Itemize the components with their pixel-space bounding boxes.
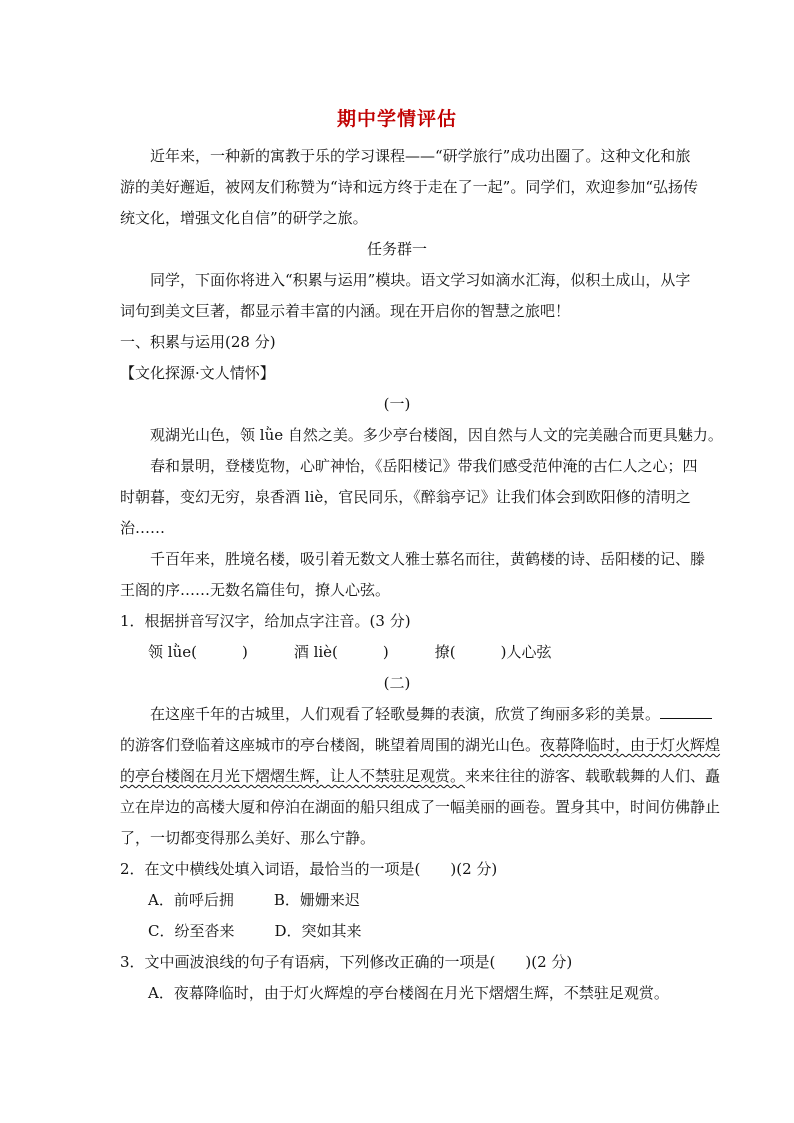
task-intro-line-2: 词句到美文巨著，都显示着丰富的内涵。现在开启你的智慧之旅吧！ bbox=[120, 302, 571, 320]
q2-option-a[interactable]: A．前呼后拥 bbox=[148, 891, 234, 909]
wavy-underlined-sentence-2: 的亭台楼阁在月光下熠熠生辉，让人不禁驻足观赏。 bbox=[120, 767, 466, 785]
question-2-options-row-2 bbox=[148, 921, 680, 941]
wavy-underlined-sentence-1: 夜幕降临时，由于灯火辉煌 bbox=[540, 736, 721, 754]
part2-line-1-text: 在这座千年的古城里，人们观看了轻歌曼舞的表演，欣赏了绚丽多彩的美景。 bbox=[150, 705, 661, 723]
q2-option-b[interactable]: B．姗姗来迟 bbox=[273, 891, 360, 909]
section-heading: 一、积累与运用(28 分) bbox=[120, 333, 276, 351]
q2-option-c[interactable]: C．纷至沓来 bbox=[148, 922, 235, 940]
task-group-heading: 任务群一 bbox=[366, 240, 427, 258]
q3-option-a[interactable]: A．夜幕降临时，由于灯火辉煌的亭台楼阁在月光下熠熠生辉，不禁驻足观赏。 bbox=[148, 984, 669, 1002]
part1-label: (一) bbox=[383, 395, 411, 413]
question-3-stem: 3．文中画波浪线的句子有语病，下列修改正确的一项是( )(2 分) bbox=[120, 953, 573, 971]
question-1-blanks bbox=[148, 642, 680, 662]
part2-line-3 bbox=[120, 766, 721, 786]
task-intro-line-1: 同学，下面你将进入“积累与运用”模块。语文学习如滴水汇海，似积土成山，从字 bbox=[150, 271, 691, 289]
q1-blank-b[interactable]: 酒 liè( ) bbox=[293, 643, 389, 661]
part2-line-4: 立在岸边的高楼大厦和停泊在湖面的船只组成了一幅美丽的画卷。置身其中，时间仿佛静止 bbox=[120, 798, 721, 816]
part2-line-2 bbox=[120, 735, 721, 755]
part2-line-3-text: 来来往往的游客、载歌载舞的人们、矗 bbox=[465, 767, 721, 785]
q1-blank-a[interactable]: 领 lǜe( ) bbox=[148, 643, 248, 661]
part2-label: (二) bbox=[383, 674, 411, 692]
fill-in-blank[interactable] bbox=[660, 704, 712, 719]
q1-blank-c[interactable]: 撩( )人心弦 bbox=[434, 643, 552, 661]
intro-line-1: 近年来，一种新的寓教于乐的学习课程——“研学旅行”成功出圈了。这种文化和旅 bbox=[150, 147, 691, 165]
part1-line-3: 时朝暮，变幻无穷，泉香酒 liè，官民同乐，《醉翁亭记》让我们体会到欧阳修的清明之 bbox=[120, 488, 691, 506]
question-1-stem: 1．根据拼音写汉字，给加点字注音。(3 分) bbox=[120, 612, 411, 630]
part1-line-1: 观湖光山色，领 lǜe 自然之美。多少亭台楼阁，因自然与人文的完美融合而更具魅力。 bbox=[150, 426, 723, 444]
part2-line-5: 了，一切都变得那么美好、那么宁静。 bbox=[120, 829, 376, 847]
part2-line-1 bbox=[150, 704, 680, 724]
part1-line-2: 春和景明，登楼览物，心旷神怡，《岳阳楼记》带我们感受范仲淹的古仁人之心；四 bbox=[150, 457, 698, 475]
part1-line-5: 千百年来，胜境名楼，吸引着无数文人雅士慕名而往，黄鹤楼的诗、岳阳楼的记、滕 bbox=[150, 550, 706, 568]
part1-line-6: 王阁的序……无数名篇佳句，撩人心弦。 bbox=[120, 581, 391, 599]
part2-line-2-text: 的游客们登临着这座城市的亭台楼阁，眺望着周围的湖光山色。 bbox=[120, 736, 541, 754]
q2-option-d[interactable]: D．突如其来 bbox=[274, 922, 362, 940]
part1-line-4: 治…… bbox=[120, 519, 166, 537]
intro-line-3: 统文化，增强文化自信”的研学之旅。 bbox=[120, 209, 368, 227]
question-2-options-row-1 bbox=[148, 890, 680, 910]
intro-line-2: 游的美好邂逅，被网友们称赞为“诗和远方终于走在了一起”。同学们，欢迎参加“弘扬传 bbox=[120, 178, 699, 196]
subsection-heading: 【文化探源·文人情怀】 bbox=[120, 364, 275, 382]
question-2-stem: 2．在文中横线处填入词语，最恰当的一项是( )(2 分) bbox=[120, 860, 498, 878]
page-title: 期中学情评估 bbox=[336, 108, 457, 130]
